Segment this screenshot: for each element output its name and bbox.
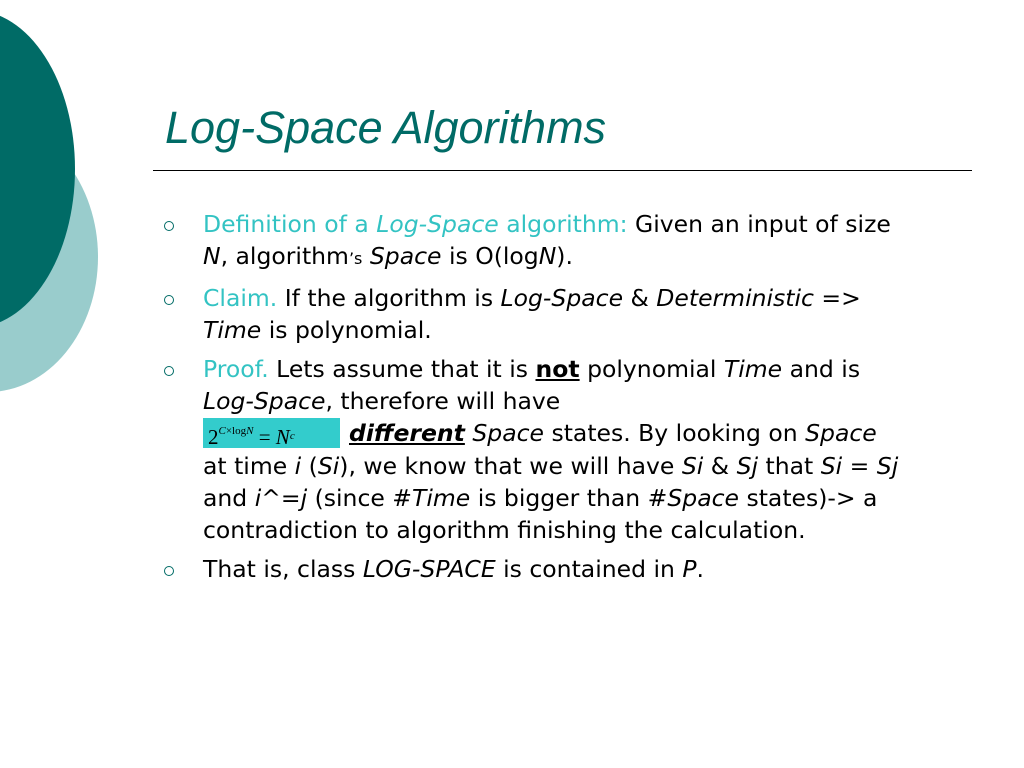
formula-equation: $2^{C\times logN} = N^c$: [203, 418, 340, 448]
title-divider: [153, 170, 972, 171]
emphasis-different: different: [349, 419, 465, 447]
bullet-definition: Definition of a Log-Space algorithm: Given an input of size N, algorithm’s Space is O(logN).: [163, 208, 903, 275]
bullet-list: [163, 208, 903, 592]
hollow-circle-bullet-icon: [164, 295, 174, 305]
bullet-proof: Proof. Lets assume that it is not polynomial Time and is Log-Space, therefore will have $2^{C\times logN} = N^c$ different Space states. By looking on Space at time i (Si), we know that we will have Si & Sj that Si = Sj and i^=j (since #Time is bigger than #Space states)-> a contradiction to algorithm finishing the calculation.: [163, 353, 903, 546]
proof-lead: Proof.: [203, 355, 269, 383]
definition-lead: Definition of a Log-Space algorithm:: [203, 210, 628, 238]
slide-title: Log-Space Algorithms: [165, 102, 607, 153]
bullet-claim: Claim. If the algorithm is Log-Space & Deterministic => Time is polynomial.: [163, 282, 903, 346]
hollow-circle-bullet-icon: [164, 366, 174, 376]
claim-lead: Claim.: [203, 284, 278, 312]
bullet-conclusion: That is, class LOG-SPACE is contained in P.: [163, 553, 903, 585]
emphasis-not: not: [535, 355, 580, 383]
hollow-circle-bullet-icon: [164, 221, 174, 231]
hollow-circle-bullet-icon: [164, 566, 174, 576]
